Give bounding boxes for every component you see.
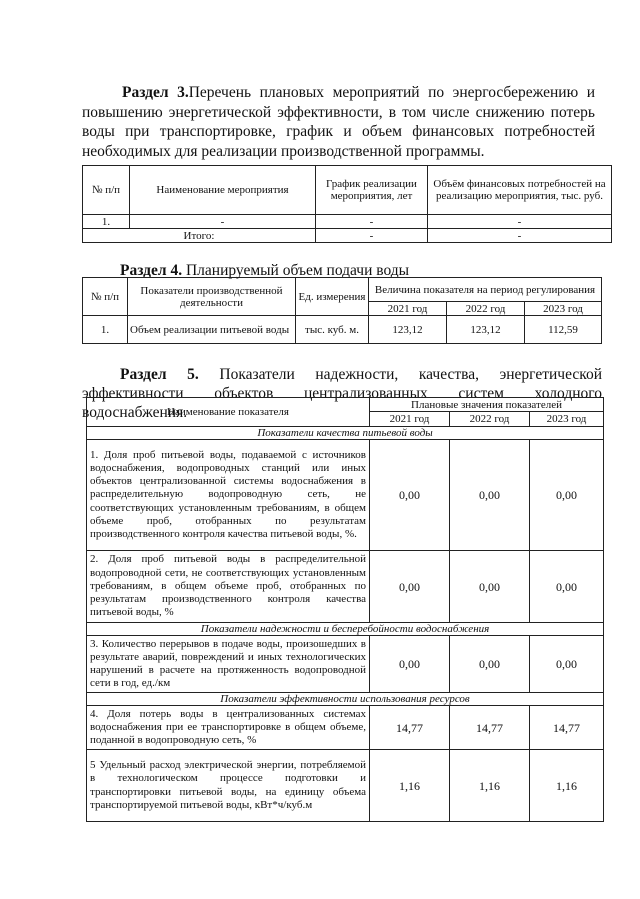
row1-number: 1.: [83, 316, 128, 344]
indicator-row-3-name: 3. Количество перерывов в подаче воды, произошедших в результате аварий, повреждений и иных технологических нарушений в расчете на протяженность водопроводной сети в год, ед./км: [87, 636, 370, 693]
th-number: № п/п: [83, 166, 130, 215]
indicator-row-4-2022: 14,77: [450, 706, 530, 750]
row1-value-2022: 123,12: [447, 316, 525, 344]
total-label: Итого:: [83, 229, 316, 243]
indicator-row-3-2022: 0,00: [450, 636, 530, 693]
total-schedule: -: [316, 229, 428, 243]
th-year-2021: 2021 год: [369, 302, 447, 316]
th-activity-name: Наименование мероприятия: [130, 166, 316, 215]
row1-number: 1.: [83, 215, 130, 229]
indicator-row-5-2023: 1,16: [530, 750, 604, 822]
section-5-text: Показатели надежности, качества, энергетической эффективности объектов централизованных систем холодного водоснабжения.: [82, 366, 602, 421]
row1-schedule: -: [316, 215, 428, 229]
indicator-row-4-2021: 14,77: [370, 706, 450, 750]
indicator-row-2-2022: 0,00: [450, 551, 530, 623]
indicator-row-5-name: 5 Удельный расход электрической энергии, потребляемой в технологическом процессе подготовки и транспортировки питьевой воды, на единицу объема транспортируемой питьевой воды, кВт*ч/куб.м: [87, 750, 370, 822]
section-3-label: Раздел 3.: [122, 84, 189, 101]
row1-unit: тыс. куб. м.: [296, 316, 369, 344]
indicator-row-1-name: 1. Доля проб питьевой воды, подаваемой с источников водоснабжения, водопроводных станций или иных объектов централизованной системы водоснабжения в распределительную водопроводную сеть, не соответствующих установленным требованиям, в общем объеме проб, отобранных по результатам производственного контроля качества питьевой воды, %.: [87, 440, 370, 551]
group-title-quality: Показатели качества питьевой воды: [87, 427, 604, 440]
indicator-row-1-2022: 0,00: [450, 440, 530, 551]
row1-value-2023: 112,59: [525, 316, 602, 344]
water-supply-table: [82, 277, 602, 344]
section-4-label: Раздел 4.: [120, 262, 183, 279]
row1-activity: -: [130, 215, 316, 229]
indicator-row-2-name: 2. Доля проб питьевой воды в распределительной водопроводной сети, не соответствующих установленным требованиям, в общем объеме проб, отобранных по результатам производственного контроля качества питьевой воды, %: [87, 551, 370, 623]
section-4-text: Планируемый объем подачи воды: [182, 262, 410, 279]
indicator-row-5-2022: 1,16: [450, 750, 530, 822]
indicator-row-5-2021: 1,16: [370, 750, 450, 822]
section-3-text: Перечень плановых мероприятий по энергосбережению и повышению энергетической эффективности, в том числе снижению потерь воды при транспортировке, график и объем финансовых потребностей необходимых для реализации производственной программы.: [82, 84, 595, 160]
indicator-row-4-name: 4. Доля потерь воды в централизованных системах водоснабжения при ее транспортировке в общем объеме, поданной в водопроводную сеть, %: [87, 706, 370, 750]
th-indicator-name: Наименование показателя: [87, 398, 370, 427]
th-year-2022: 2022 год: [447, 302, 525, 316]
th-year-2021: 2021 год: [370, 412, 450, 427]
group-title-reliability: Показатели надежности и бесперебойности водоснабжения: [87, 623, 604, 636]
section-5-label: Раздел 5.: [120, 366, 199, 383]
th-period: Величина показателя на период регулирования: [369, 278, 602, 302]
indicators-table: [86, 397, 604, 822]
group-title-efficiency: Показатели эффективности использования ресурсов: [87, 693, 604, 706]
indicator-row-3-2023: 0,00: [530, 636, 604, 693]
row1-indicator: Объем реализации питьевой воды: [128, 316, 296, 344]
th-unit: Ед. измерения: [296, 278, 369, 316]
row1-value-2021: 123,12: [369, 316, 447, 344]
indicator-row-3-2021: 0,00: [370, 636, 450, 693]
indicator-row-2-2021: 0,00: [370, 551, 450, 623]
section-3-heading: [82, 83, 595, 161]
activities-table: [82, 165, 612, 243]
th-schedule: График реализации мероприятия, лет: [316, 166, 428, 215]
th-year-2023: 2023 год: [525, 302, 602, 316]
th-indicator: Показатели производственной деятельности: [128, 278, 296, 316]
row1-financing: -: [428, 215, 612, 229]
total-financing: -: [428, 229, 612, 243]
th-planned-values: Плановые значения показателей: [370, 398, 604, 412]
indicator-row-4-2023: 14,77: [530, 706, 604, 750]
th-number: № п/п: [83, 278, 128, 316]
indicator-row-2-2023: 0,00: [530, 551, 604, 623]
th-financing: Объём финансовых потребностей на реализацию мероприятия, тыс. руб.: [428, 166, 612, 215]
th-year-2023: 2023 год: [530, 412, 604, 427]
indicator-row-1-2023: 0,00: [530, 440, 604, 551]
indicator-row-1-2021: 0,00: [370, 440, 450, 551]
th-year-2022: 2022 год: [450, 412, 530, 427]
